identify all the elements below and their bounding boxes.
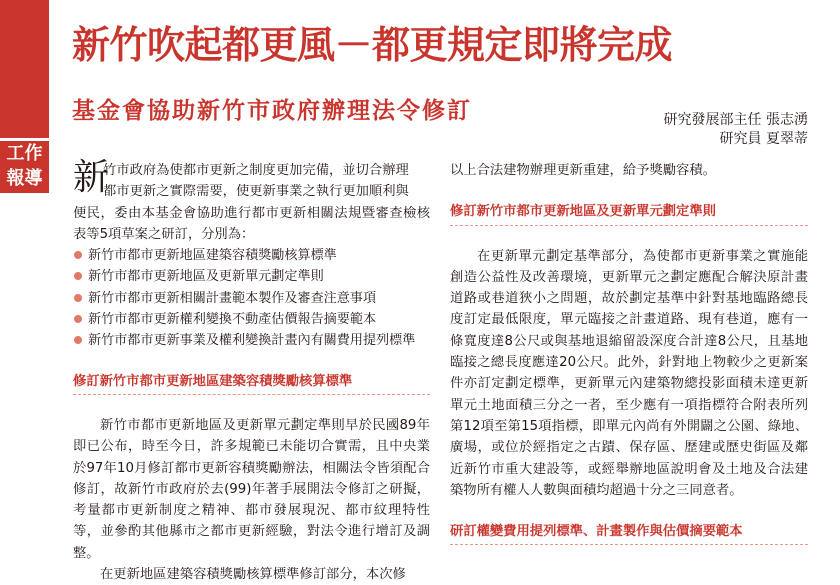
section-2-heading: 修訂新竹市都市更新地區及更新單元劃定準則 [450,201,808,225]
right-column [450,160,808,545]
list-item: 新竹市都市更新地區及更新單元劃定準則 [73,266,430,287]
list-item: 新竹市都市更新相關計畫範本製作及審查注意事項 [73,288,430,309]
list-item: 新竹市都市更新事業及權利變換計畫內有關費用提列標準 [73,330,430,351]
intro-line-2: 都市更新之實際需要，使更新事業之執行更加順利與 [103,184,409,200]
article-title: 新竹吹起都更風－都更規定即將完成 [72,23,673,67]
author-line-2: 研究員 夏翠蒂 [719,131,808,147]
section-1-paragraph-1: 新竹市都市更新地區及更新單元劃定準則早於民國89年即已公布，時至今日，許多規範已未能切合實需，且中央業於97年10月修訂都市更新容積獎勵辦法，相關法令皆須配合修訂，故新竹市政府於去(99)年著手展開法令修訂之研擬，考量都市更新制度之精神、都市發展現況、都市紋理特性等，並參酌其他縣市之都市更新經驗，對法令進行增訂及調整。 [73,417,430,561]
intro-line-1: 竹市政府為使都市更新之制度更加完備，並切合辦理 [103,163,409,178]
article-subtitle: 基金會協助新竹市政府辦理法令修訂 [72,97,472,124]
side-section-label [0,141,49,193]
list-item: 新竹市都市更新權利變換不動產估價報告摘要範本 [73,309,430,330]
side-label-line-2: 報導 [6,168,43,189]
side-label-line-1: 工作 [6,143,43,164]
side-accent-bar [0,0,49,138]
draft-list [73,245,430,351]
list-item: 新竹市都市更新地區建築容積獎勵核算標準 [73,245,430,266]
intro-rest: 便民，委由本基金會協助進行都市更新相關法規暨審查檢核表等5項草案之研訂，分別為： [73,205,430,242]
intro-paragraph [73,157,430,245]
author-line-1: 研究發展部主任 張志湧 [663,112,808,128]
drop-cap: 新 [73,157,110,198]
section-3-heading: 研訂權變費用提列標準、計畫製作與估價摘要範本 [450,521,808,545]
section-1-heading: 修訂新竹市都市更新地區建築容積獎勵核算標準 [73,371,430,395]
section-2-paragraph: 在更新單元劃定基準部分，為使都市更新事業之實施能創造公益性及改善環境，更新單元之劃定應配合解決原計畫道路或巷道狹小之問題，故於劃定基準中針對基地臨路總長度訂定最低限度，單元臨接之計畫道路、現有巷道，應有一條寬度達8公尺或與基地退縮留設深度合計達8公尺，且基地臨接之總長度應達20公尺。此外，針對地上物較少之更新案件亦訂定劃定標準，更新單元內建築物總投影面積未達更新單元土地面積三分之一者，至少應有一項指標符合附表所列第12項至第15項指標，即單元內尚有外開闢之公園、綠地、廣場，或位於經指定之古蹟、保存區、歷建或歷史街區及鄰近新竹市重大建設等，或經舉辦地區說明會及土地及合法建築物所有權人人數與面積均超過十分之三同意者。 [450,248,808,498]
continued-text: 以上合法建物辦理更新重建，給予獎勵容積。 [450,163,716,178]
left-column [73,157,430,585]
section-1-paragraph-2: 在更新地區建築容積獎勵核算標準修訂部分，本次修 [100,567,406,583]
